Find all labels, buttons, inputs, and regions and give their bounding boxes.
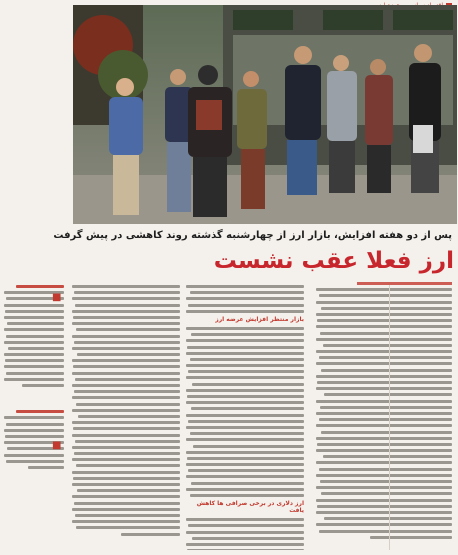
quote-icon: ■	[52, 292, 62, 303]
article-photo	[73, 5, 457, 224]
sidebar-divider	[389, 285, 390, 550]
subhead-2: ارز دلاری در برخی صرافی ها کاهش یافت	[196, 500, 304, 515]
subhead-1: بازار منتظر افزایش عرضه ارز	[215, 315, 304, 323]
quote-icon: ■	[52, 440, 62, 451]
pull-quote-column	[4, 285, 64, 550]
article-column-3	[72, 285, 180, 550]
article-column-2	[186, 285, 304, 550]
article-subtitle: پس از دو هفته افزایش، بازار ارز از چهارشنبه گذشته روند کاهشی در پیش گرفت	[53, 230, 452, 241]
lead-line	[357, 282, 452, 285]
article-headline: ارز فعلا عقب نشست	[213, 248, 454, 274]
article-column-1	[316, 282, 452, 547]
